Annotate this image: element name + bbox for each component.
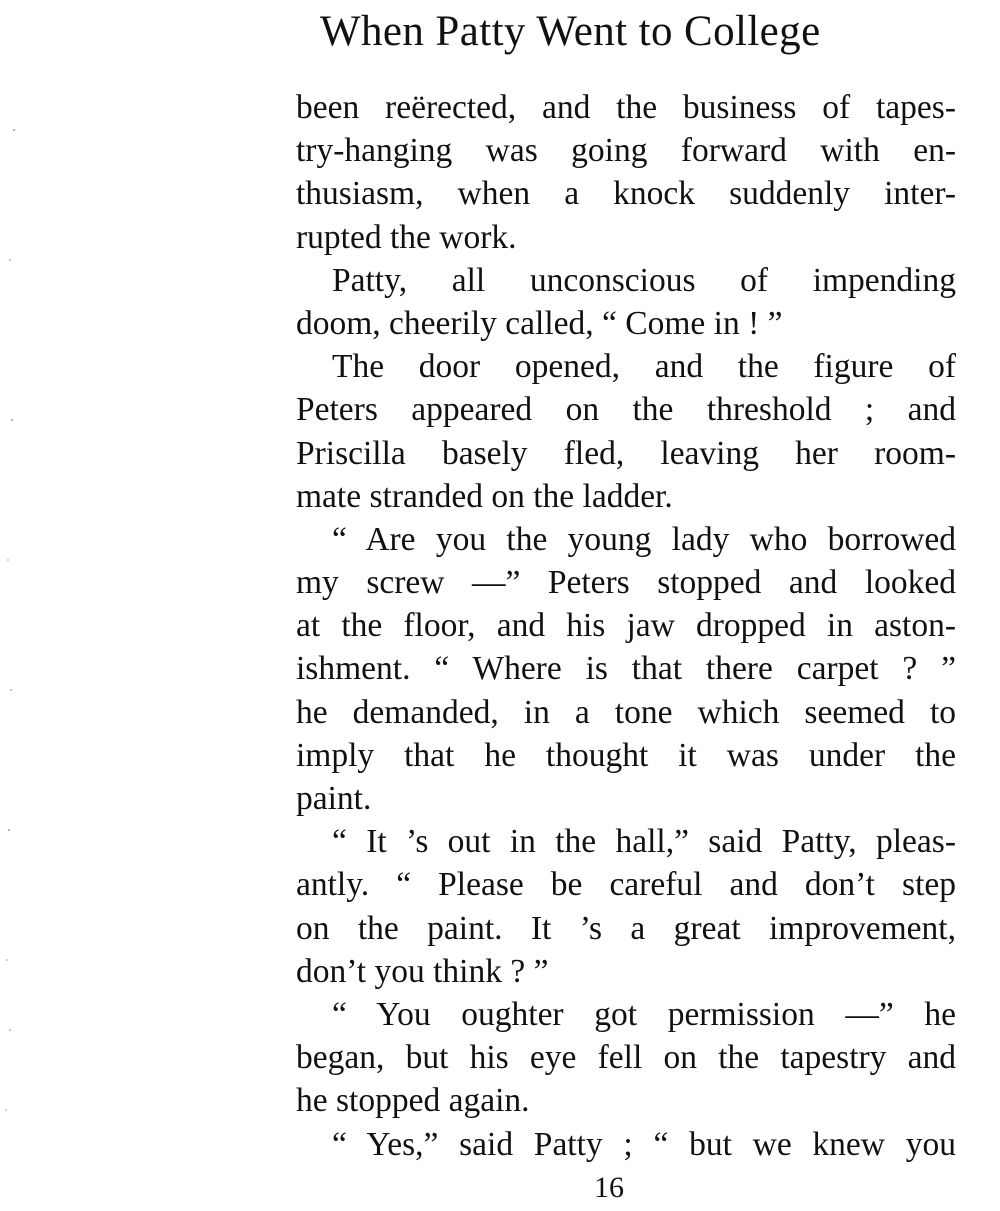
text-line: he stopped again. [296, 1082, 530, 1120]
text-line: imply that he thought it was under the [296, 736, 956, 774]
scan-margin-specks [0, 0, 40, 1211]
text-line: on the paint. It ’s a great improvement, [296, 909, 956, 947]
text-line: been reërected, and the business of tapes- [296, 89, 956, 126]
text-line: The door opened, and the figure of [332, 348, 956, 386]
text-line: ishment. “ Where is that there carpet ? ” [296, 650, 956, 688]
paragraph [296, 518, 956, 820]
text-line: paint. [296, 780, 372, 817]
text-line: he demanded, in a tone which seemed to [296, 693, 956, 731]
paragraph [296, 1123, 956, 1166]
paragraph [296, 820, 956, 993]
text-line: try-hanging was going forward with en- [296, 132, 956, 170]
paragraph [296, 86, 956, 259]
text-line: Peters appeared on the threshold ; and [296, 391, 956, 429]
text-line: doom, cheerily called, “ Come in ! ” [296, 304, 783, 342]
text-line: “ Are you the young lady who borrowed [332, 520, 956, 558]
paragraph [296, 259, 956, 345]
paragraph [296, 993, 956, 1123]
page-number: 16 [594, 1171, 624, 1204]
text-line: my screw —” Peters stopped and looked [296, 564, 956, 602]
text-line: Patty, all unconscious of impending [332, 261, 956, 299]
text-line: thusiasm, when a knock suddenly inter- [296, 175, 956, 213]
body-text [296, 86, 956, 1166]
running-head: When Patty Went to College [320, 8, 821, 55]
text-line: “ It ’s out in the hall,” said Patty, pleas- [332, 823, 956, 861]
text-line: rupted the work. [296, 218, 517, 256]
text-line: antly. “ Please be careful and don’t step [296, 866, 956, 904]
text-line: “ You oughter got permission —” he [332, 995, 956, 1033]
text-line: Priscilla basely fled, leaving her room- [296, 434, 956, 472]
text-line: mate stranded on the ladder. [296, 477, 673, 515]
text-line: don’t you think ? ” [296, 952, 549, 990]
text-line: at the floor, and his jaw dropped in aston- [296, 607, 956, 645]
paragraph [296, 345, 956, 518]
text-line: began, but his eye fell on the tapestry and [296, 1039, 956, 1077]
text-line: “ Yes,” said Patty ; “ but we knew you [332, 1125, 956, 1163]
